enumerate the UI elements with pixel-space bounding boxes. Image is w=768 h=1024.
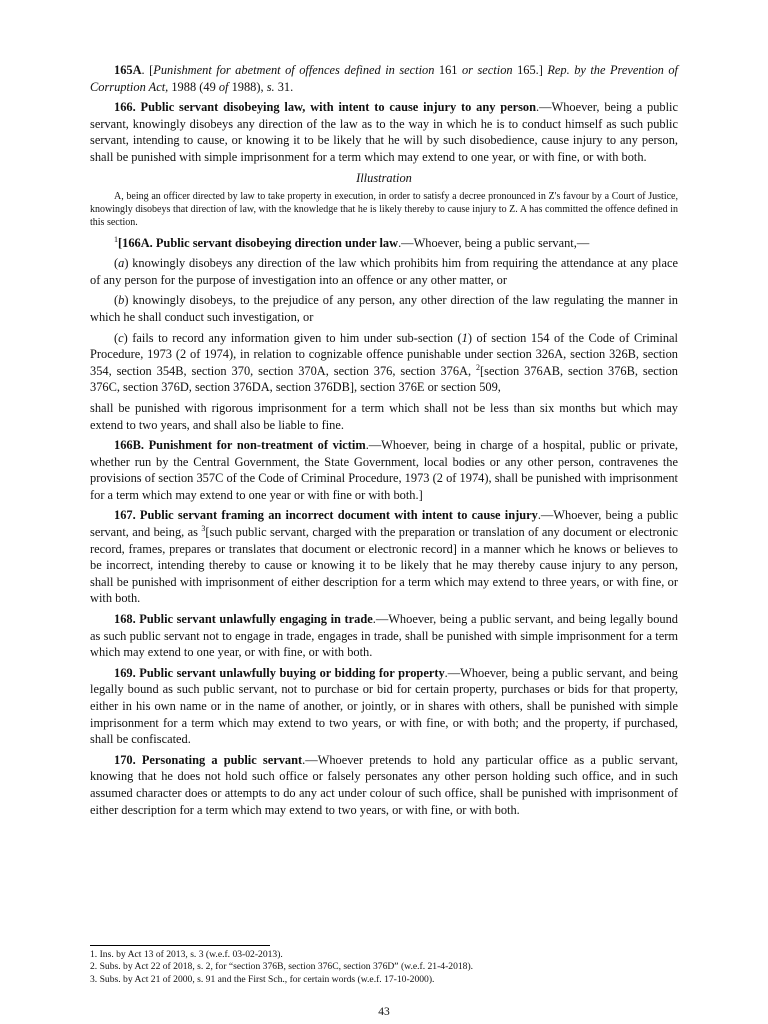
section-166 <box>90 99 678 165</box>
section-170 <box>90 752 678 818</box>
section-166b <box>90 437 678 503</box>
section-text: .—Whoever, being a public servant, and being legally bound as such public servant, not to purchase or bid for certain property, purchases or bids for that property, either in his own name or in the name of another, or jointly, or in shares with others, shall be punished with simple imprisonment for a term which may extend to two years, or with fine, or with both; and the property, if purchased, shall be confiscated. <box>90 665 678 747</box>
section-heading: 166. Public servant disobeying law, with intent to cause injury to any person <box>114 100 537 115</box>
section-166a-closing: shall be punished with rigorous imprisonment for a term which shall not be less than six months but which may extend to two years, and shall also be liable to fine. <box>90 400 678 432</box>
section-text: .—Whoever, being a public servant,— <box>398 235 590 250</box>
footnote-divider <box>90 945 270 946</box>
footnotes <box>90 949 680 986</box>
section-text: .—Whoever pretends to hold any particular office as a public servant, knowing that he does not hold such office or falsely personates any other person holding such office, and in such assumed character does or attempts to do any act under colour of such office, shall be punished with imprisonment of either description for a term which may extend to two years, or with fine, or with both. <box>90 752 678 817</box>
footnote-3: 3. Subs. by Act 21 of 2000, s. 91 and the First Sch., for certain words (w.e.f. 17-10-2000). <box>90 973 435 985</box>
section-167: 167. Public servant framing an incorrect document with intent to cause injury.—Whoever, being a public servant, and being, as $^3$[such public servant, charged with the preparation or translation of any document or electronic record, frames, prepares or translates that document or electronic record] in a manner which he knows or believes to be incorrect, intending thereby to cause or knowing it to be likely that he may thereby cause injury to any person, shall be punished with imprisonment of either description for a term which may extend to three years, or with fine, or with both. <box>90 508 678 606</box>
section-text: .—Whoever, being a public servant, knowingly disobeys any direction of the law as to the way in which he is to conduct himself as such public servant, intending to cause, or knowing it to be likely that he will by such disobedience, cause injury to any person, shall be punished with simple imprisonment for a term which may extend to one year, or with fine, or with both. <box>90 100 678 164</box>
section-heading: 169. Public servant unlawfully buying or bidding for property <box>114 665 445 680</box>
footnote-2: 2. Subs. by Act 22 of 2018, s. 2, for “section 376B, section 376C, section 376D” (w.e.f. 21-4-2018). <box>90 961 474 973</box>
section-165a: 165A. [Punishment for abetment of offences defined in section 161 or section 165.] Rep. by the Prevention of Corruption Act, 1988 (49 of 1988), s. 31. <box>90 63 678 94</box>
section-text: .—Whoever, being a public servant, and being legally bound as such public servant not to engage in trade, engages in trade, shall be punished with simple imprisonment for a term which may extend to one year, or with fine, or with both. <box>90 612 678 660</box>
page-number: 43 <box>378 1006 390 1018</box>
repeal-note: Rep. by the Prevention of Corruption Act, <box>90 63 678 94</box>
section-text: .—Whoever, being in charge of a hospital, public or private, whether run by the Central Government, the State Government, local bodies or any other person, contravenes the provisions of section 357C of the Code of Criminal Procedure, 1973 (2 of 1974), shall be punished with imprisonment for a term which may extend to one year or with fine or with both.] <box>90 438 678 502</box>
section-title: Punishment for abetment of offences defined in section <box>153 63 435 77</box>
clause-b: (b) knowingly disobeys, to the prejudice of any person, any other direction of the law regulating the manner in which he shall conduct such investigation, or <box>90 293 678 324</box>
footnote-ref: 1 <box>114 234 118 244</box>
section-heading: [166A. Public servant disobeying direction under law <box>118 235 399 250</box>
section-number: 165A <box>114 63 142 77</box>
section-heading: 166B. Punishment for non-treatment of victim <box>114 438 366 453</box>
section-heading: 167. Public servant framing an incorrect document with intent to cause injury <box>114 508 538 523</box>
clause-a: (a) knowingly disobeys any direction of the law which prohibits him from requiring the attendance at any place of any person for the purpose of investigation into an offence or any other matter, or <box>90 256 678 287</box>
illustration-heading: Illustration <box>356 170 412 185</box>
section-heading: 168. Public servant unlawfully engaging in trade <box>114 612 373 627</box>
clause-c: (c) fails to record any information given to him under sub-section (1) of section 154 of the Code of Criminal Procedure, 1973 (2 of 1974), in relation to cognizable offence punishable under section 326A, section 326B, section 354, section 354B, section 370, section 370A, section 376, section 376A, $^2$[section 376AB, section 376B, section 376C, section 376D, section 376DA, section 376DB], section 376E or section 509, <box>90 330 678 395</box>
footnote-1: 1. Ins. by Act 13 of 2013, s. 3 (w.e.f. 03-02-2013). <box>90 949 283 960</box>
section-166a <box>90 235 678 252</box>
section-heading: 170. Personating a public servant <box>114 752 303 767</box>
section-169 <box>90 665 678 748</box>
footnote-ref: 2 <box>476 362 480 372</box>
illustration-text: A, being an officer directed by law to take property in execution, in order to satisfy a decree pronounced in Z's favour by a Court of Justice, knowingly disobeys that direction of law, with the knowledge that he is likely thereby to cause injury to Z. A has committed the offence defined in this section. <box>90 190 678 228</box>
section-168 <box>90 611 678 661</box>
footnote-ref: 3 <box>201 523 206 533</box>
